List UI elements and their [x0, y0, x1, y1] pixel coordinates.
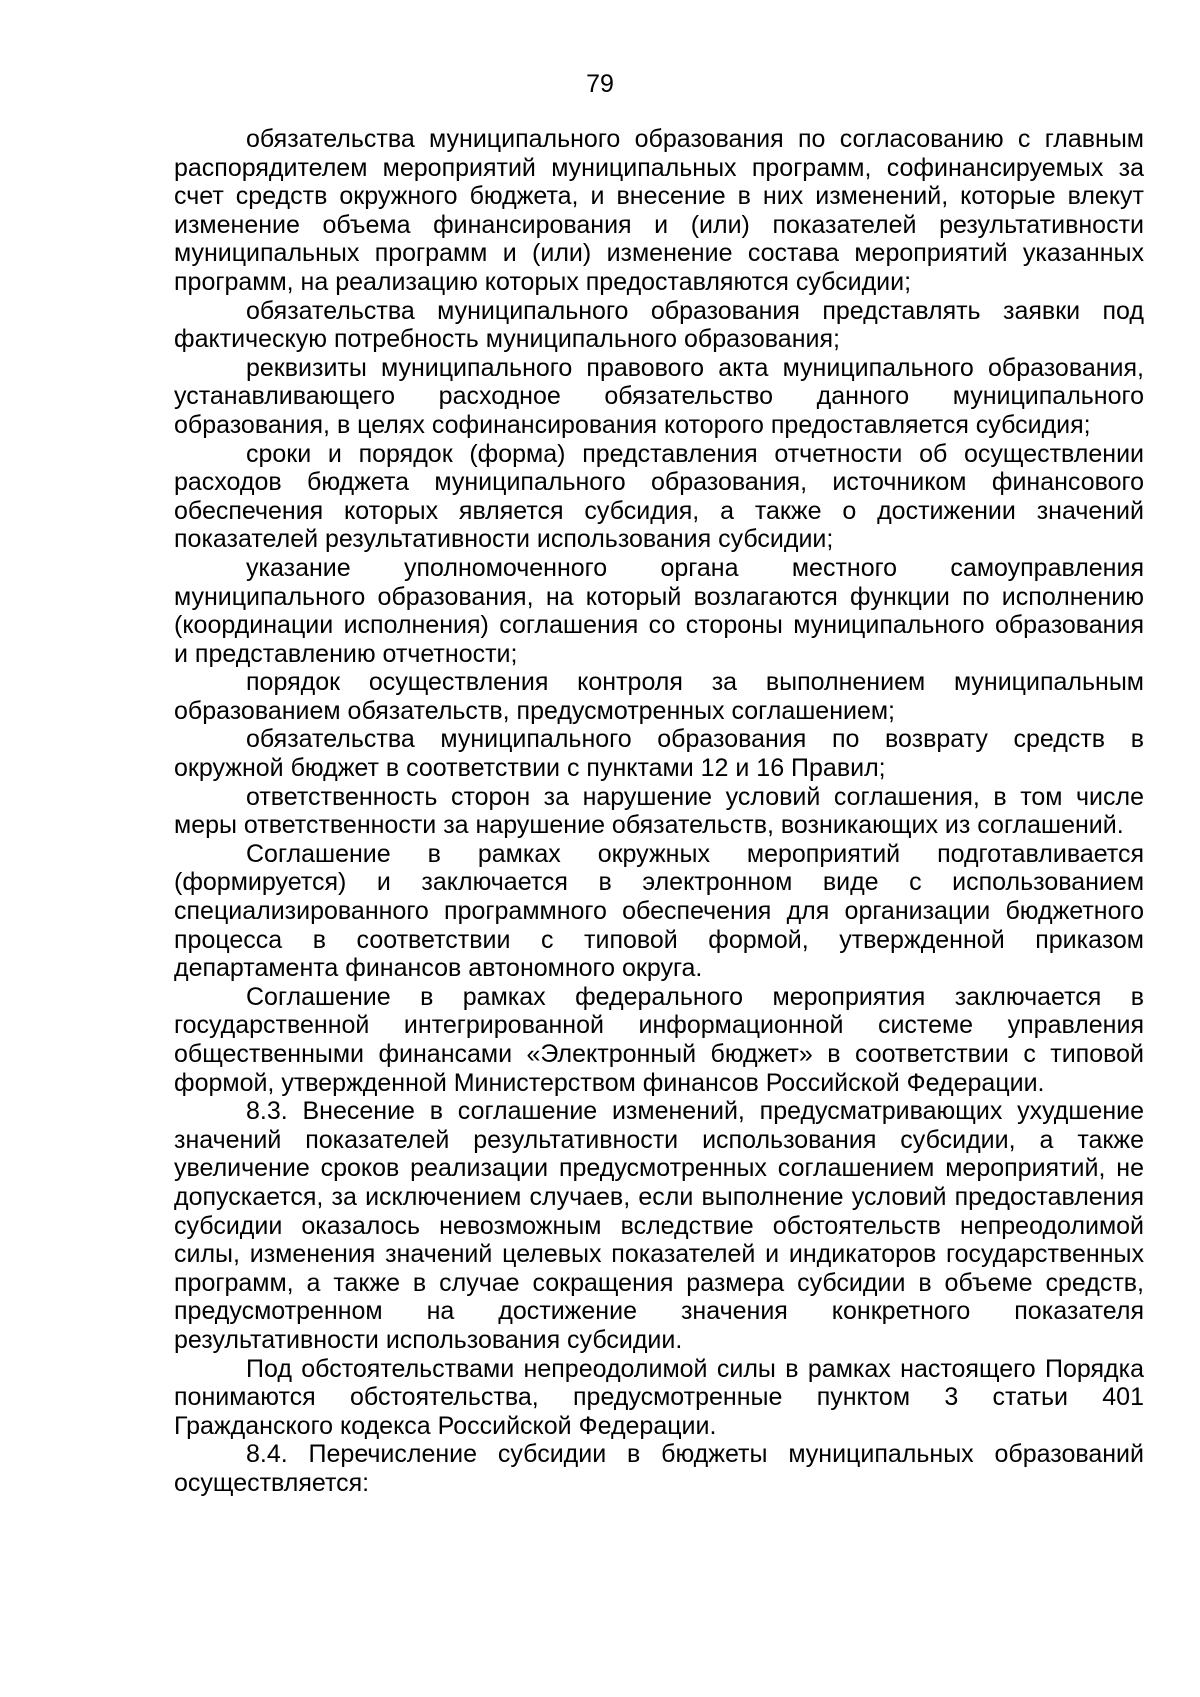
paragraph-control-procedure: порядок осуществления контроля за выполнением муниципальным образованием обязательств, предусмотренных соглашением;	[174, 668, 1144, 725]
paragraph-reporting-terms: сроки и порядок (форма) представления отчетности об осуществлении расходов бюджета муниципального образования, источником финансового обеспечения которых является субсидия, а также о достижении значений показателей результативности использования субсидии;	[174, 439, 1144, 554]
paragraph-section-8-4: 8.4. Перечисление субсидии в бюджеты муниципальных образований осуществляется:	[174, 1440, 1144, 1497]
paragraph-section-8-3: 8.3. Внесение в соглашение изменений, предусматривающих ухудшение значений показателей результативности использования субсидии, а также увеличение сроков реализации предусмотренных соглашением мероприятий, не допускается, за исключением случаев, если выполнение условий предоставления субсидии оказалось невозможным вследствие обстоятельств непреодолимой силы, изменения значений целевых показателей и индикаторов государственных программ, а также в случае сокращения размера субсидии в объеме средств, предусмотренном на достижение значения конкретного показателя результативности использования субсидии.	[174, 1097, 1144, 1354]
paragraph-requests-obligation: обязательства муниципального образования представлять заявки под фактическую потребность муниципального образования;	[174, 296, 1144, 354]
paragraph-authorized-body: указание уполномоченного органа местного самоуправления муниципального образования, на который возлагаются функции по исполнению (координации исполнения) соглашения со стороны муниципального образования и представлению отчетности;	[174, 553, 1144, 668]
paragraph-force-majeure: Под обстоятельствами непреодолимой силы в рамках настоящего Порядка понимаются обстоятельства, предусмотренные пунктом 3 статьи 401 Гражданского кодекса Российской Федерации.	[174, 1354, 1144, 1440]
paragraph-agreement-changes-obligation: обязательства муниципального образования по согласованию с главным распорядителем мероприятий муниципальных программ, софинансируемых за счет средств окружного бюджета, и внесение в них изменений, которые влекут изменение объема финансирования и (или) показателей результативности муниципальных программ и (или) изменение состава мероприятий указанных программ, на реализацию которых предоставляются субсидии;	[174, 125, 1144, 296]
paragraph-legal-act-details: реквизиты муниципального правового акта муниципального образования, устанавливающего расходное обязательство данного муниципального образования, в целях софинансирования которого предоставляется субсидия;	[174, 353, 1144, 439]
document-body	[174, 125, 1144, 1498]
page-number: 79	[586, 70, 614, 98]
paragraph-district-agreement: Соглашение в рамках окружных мероприятий подготавливается (формируется) и заключается в электронном виде с использованием специализированного программного обеспечения для организации бюджетного процесса в соответствии с типовой формой, утвержденной приказом департамента финансов автономного округа.	[174, 839, 1144, 983]
paragraph-federal-agreement: Соглашение в рамках федерального мероприятия заключается в государственной интегрированной информационной системе управления общественными финансами «Электронный бюджет» в соответствии с типовой формой, утвержденной Министерством финансов Российской Федерации.	[174, 982, 1144, 1097]
paragraph-liability: ответственность сторон за нарушение условий соглашения, в том числе меры ответственности за нарушение обязательств, возникающих из соглашений.	[174, 782, 1144, 840]
paragraph-refund-obligation: обязательства муниципального образования по возврату средств в окружной бюджет в соответствии с пунктами 12 и 16 Правил;	[174, 725, 1144, 783]
